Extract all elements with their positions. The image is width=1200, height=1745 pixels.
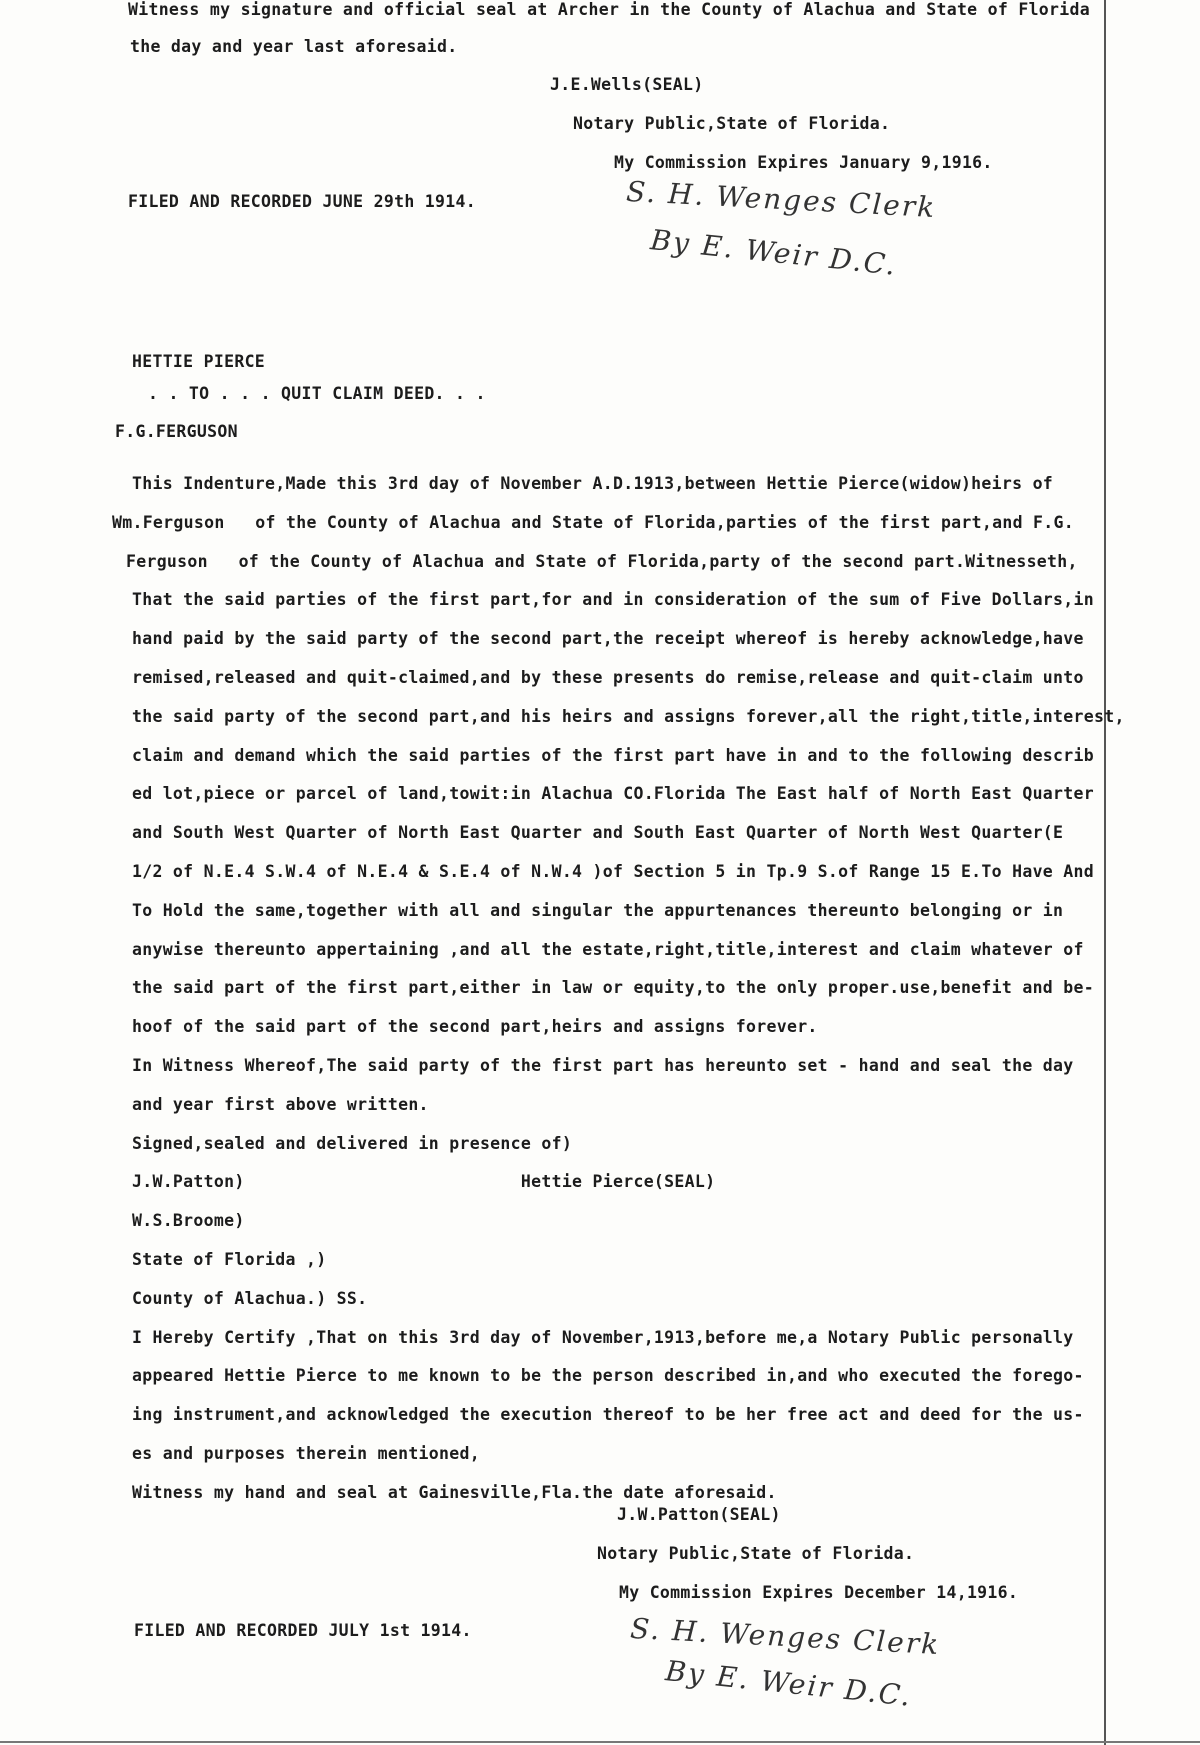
body-line: ed lot,piece or parcel of land,towit:in Alachua CO.Florida The East half of North East Quarter (132, 784, 1094, 804)
body-line: To Hold the same,together with all and singular the appurtenances thereunto belonging or in (132, 900, 1064, 920)
body-line: I Hereby Certify ,That on this 3rd day of November,1913,before me,a Notary Public personally (132, 1327, 1074, 1347)
body-line: appeared Hettie Pierce to me known to be the person described in,and who executed the forego- (132, 1366, 1084, 1386)
body-line: County of Alachua.) SS. (132, 1288, 368, 1308)
body-line: and year first above written. (132, 1094, 429, 1114)
deputy-signature-top: By E. Weir D.C. (648, 223, 899, 282)
body-line: the said party of the second part,and his heirs and assigns forever,all the right,title,interest, (132, 706, 1125, 726)
body-line: This Indenture,Made this 3rd day of November A.D.1913,between Hettie Pierce(widow)heirs of (132, 474, 1054, 493)
notary-title-top: Notary Public,State of Florida. (573, 114, 891, 133)
clerk-signature-bottom: S. H. Wenges Clerk (629, 1611, 942, 1662)
clerk-signature-top: S. H. Wenges Clerk (625, 174, 938, 225)
body-line: es and purposes therein mentioned, (132, 1443, 480, 1463)
grantor-heading: HETTIE PIERCE (132, 352, 266, 371)
body-line: Signed,sealed and delivered in presence of) (132, 1133, 573, 1153)
body-line: hoof of the said part of the second part,heirs and assigns forever. (132, 1017, 818, 1037)
body-line: 1/2 of N.E.4 S.W.4 of N.E.4 & S.E.4 of N.W.4 )of Section 5 in Tp.9 S.of Range 15 E.To Have And (132, 861, 1094, 881)
body-line: and South West Quarter of North East Quarter and South East Quarter of North West Quarter(E (132, 823, 1064, 843)
notary-name-top: J.E.Wells(SEAL) (550, 75, 704, 94)
body-line: claim and demand which the said parties of the first part have in and to the following describ (132, 745, 1094, 765)
deed-body (112, 465, 1125, 1513)
body-line: remised,released and quit-claimed,and by these presents do remise,release and quit-claim unto (132, 667, 1084, 687)
body-line: W.S.Broome) (132, 1211, 245, 1231)
witness-line: Witness my signature and official seal at Archer in the County of Alachua and State of Florida (128, 0, 1090, 19)
body-line: That the said parties of the first part,for and in consideration of the sum of Five Dollars,in (132, 590, 1094, 610)
page-edge-bottom (0, 1741, 1200, 1743)
body-line: anywise thereunto appertaining ,and all the estate,right,title,interest and claim whatever of (132, 939, 1084, 959)
body-line: In Witness Whereof,The said party of the first part has hereunto set - hand and seal the day (132, 1055, 1074, 1075)
day-year-line: the day and year last aforesaid. (130, 37, 458, 56)
filed-recorded-bottom: FILED AND RECORDED JULY 1st 1914. (134, 1621, 472, 1640)
filed-recorded-top: FILED AND RECORDED JUNE 29th 1914. (128, 192, 476, 211)
body-line: J.W.Patton) Hettie Pierce(SEAL) (132, 1172, 716, 1192)
deputy-signature-bottom: By E. Weir D.C. (663, 1654, 914, 1713)
deed-type-heading: . . TO . . . QUIT CLAIM DEED. . . (148, 384, 486, 403)
body-line: the said part of the first part,either in law or equity,to the only proper.use,benefit and be- (132, 978, 1094, 998)
body-line: Ferguson of the County of Alachua and State of Florida,party of the second part.Witnesseth, (126, 551, 1078, 571)
body-line: ing instrument,and acknowledged the execution thereof to be her free act and deed for the us- (132, 1405, 1084, 1425)
notary-title-bottom: Notary Public,State of Florida. (597, 1544, 915, 1563)
body-line: State of Florida ,) (132, 1249, 327, 1269)
commission-bottom: My Commission Expires December 14,1916. (619, 1583, 1019, 1602)
notary-name-bottom: J.W.Patton(SEAL) (617, 1505, 781, 1524)
body-line: hand paid by the said party of the second part,the receipt whereof is hereby acknowledge,have (132, 629, 1084, 649)
body-line: Wm.Ferguson of the County of Alachua and State of Florida,parties of the first part,and F.G. (112, 512, 1074, 532)
grantee-heading: F.G.FERGUSON (115, 422, 238, 441)
body-line: Witness my hand and seal at Gainesville,Fla.the date aforesaid. (132, 1482, 777, 1502)
commission-top: My Commission Expires January 9,1916. (614, 153, 993, 172)
